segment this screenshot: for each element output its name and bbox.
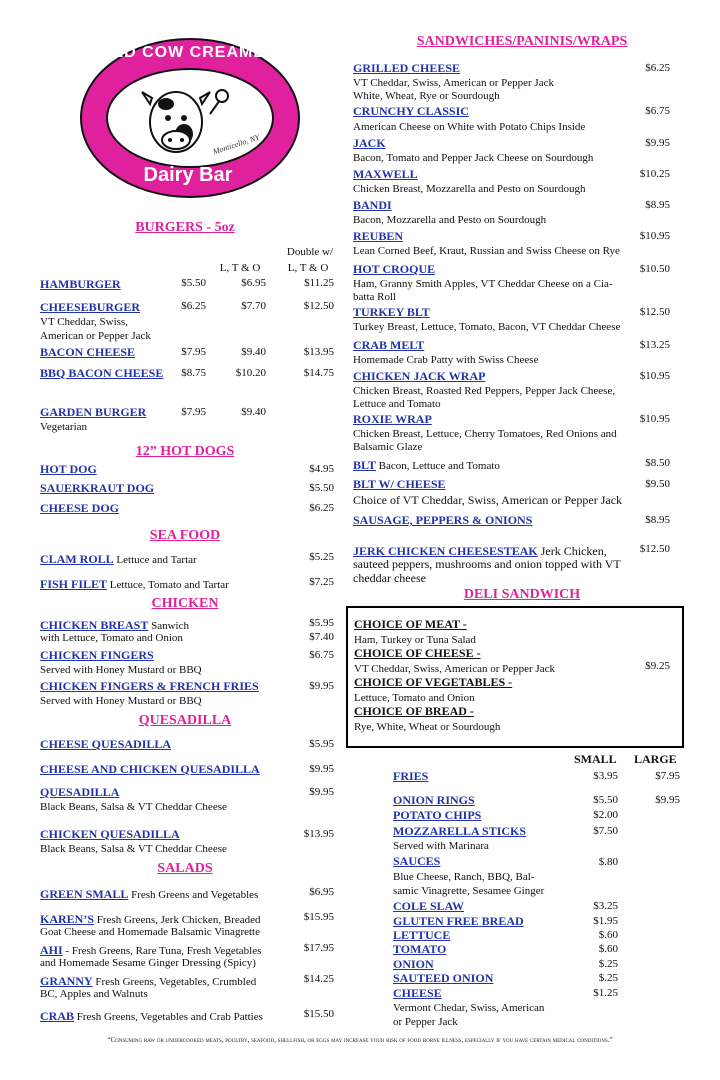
menu-item-name[interactable]: CHEESE QUESADILLA: [40, 737, 172, 751]
price: $10.95: [639, 413, 670, 425]
price: $15.95: [303, 911, 334, 923]
price: $7.50: [593, 825, 618, 837]
price: $10.95: [639, 370, 670, 382]
menu-item-desc: Jerk Chicken,: [537, 544, 607, 558]
menu-item-name[interactable]: AHI: [40, 943, 63, 957]
menu-item-desc: Fresh Greens, Jerk Chicken, Breaded: [94, 914, 261, 926]
menu-item-desc: Fresh Greens and Vegetables: [128, 889, 259, 901]
logo-inner: [106, 68, 274, 168]
menu-item-desc: VT Cheddar, Swiss, American or Pepper Jack: [353, 77, 554, 89]
deli-meat: Ham, Turkey or Tuna Salad: [354, 634, 476, 646]
price: $5.50: [309, 482, 334, 494]
menu-item[interactable]: [40, 885, 258, 903]
price: $10.20: [235, 367, 266, 379]
menu-item-name[interactable]: FRIES: [393, 769, 429, 783]
menu-item-name[interactable]: BACON CHEESE: [40, 345, 136, 359]
menu-item-name[interactable]: GARDEN BURGER: [40, 405, 147, 419]
menu-item-desc: Chicken Breast, Mozzarella and Pesto on Sourdough: [353, 183, 586, 195]
menu-item-desc: Lean Corned Beef, Kraut, Russian and Swiss Cheese on Rye: [353, 245, 620, 257]
deli-bread: Rye, White, Wheat or Sourdough: [354, 721, 501, 733]
sides-col-large: LARGE: [634, 752, 677, 766]
menu-item-desc: Goat Cheese and Homemade Balsamic Vinagrette: [40, 926, 260, 938]
menu-item-desc: BC, Apples and Walnuts: [40, 988, 148, 1000]
menu-item-name[interactable]: HOT CROQUE: [353, 262, 436, 276]
menu-item-name[interactable]: CHEESE AND CHICKEN QUESADILLA: [40, 762, 260, 776]
menu-item-name[interactable]: CHICKEN FINGERS: [40, 648, 154, 662]
deli-cheese: VT Cheddar, Swiss, American or Pepper Jack: [354, 663, 555, 675]
price: $7.40: [309, 631, 334, 643]
menu-item[interactable]: [353, 456, 500, 474]
menu-item-name[interactable]: JACK: [353, 136, 386, 150]
menu-item-desc: Chicken Breast, Roasted Red Peppers, Pepper Jack Cheese,: [353, 385, 616, 397]
chicken-title: CHICKEN: [151, 596, 219, 611]
menu-item-desc: or Pepper Jack: [393, 1016, 458, 1028]
menu-item-desc: Black Beans, Salsa & VT Cheddar Cheese: [40, 801, 227, 813]
price: $6.75: [309, 649, 334, 661]
logo-top-text: COLD COW CREAMERY: [87, 44, 289, 61]
burgers-title: BURGERS - 5oz: [135, 220, 235, 235]
price: $15.50: [303, 1008, 334, 1020]
price: $5.95: [309, 738, 334, 750]
price: $.25: [598, 972, 618, 984]
price: $9.50: [645, 478, 670, 490]
menu-item-desc: American or Pepper Jack: [40, 330, 151, 342]
menu-item-name[interactable]: FISH FILET: [40, 577, 108, 591]
deli-bread-head: CHOICE OF BREAD -: [354, 704, 474, 718]
menu-item-name[interactable]: JERK CHICKEN CHEESESTEAK: [353, 544, 538, 558]
menu-item-desc: Balsamic Glaze: [353, 441, 423, 453]
menu-item-desc: and Homemade Sesame Ginger Dressing (Spicy): [40, 957, 256, 969]
menu-item[interactable]: [40, 575, 229, 593]
menu-item-desc: Served with Honey Mustard or BBQ: [40, 664, 202, 676]
menu-item-desc: Bacon, Lettuce and Tomato: [375, 460, 500, 472]
cow-icon: [108, 70, 272, 166]
deli-title: DELI SANDWICH: [463, 587, 581, 602]
menu-item-name[interactable]: SAUERKRAUT DOG: [40, 481, 155, 495]
menu-item-desc: Sanwich: [148, 620, 189, 632]
menu-item-name[interactable]: HOT DOG: [40, 462, 97, 476]
menu-item-desc: - Fresh Greens, Rare Tuna, Fresh Vegetables: [62, 945, 262, 957]
deli-meat-head: CHOICE OF MEAT -: [354, 617, 467, 631]
menu-item-name[interactable]: LETTUCE: [393, 928, 451, 942]
menu-item-name[interactable]: CHICKEN BREAST: [40, 618, 149, 632]
price: $8.50: [645, 457, 670, 469]
menu-item-desc: Ham, Granny Smith Apples, VT Cheddar Cheese on a Cia-: [353, 278, 613, 290]
menu-item-name[interactable]: ROXIE WRAP: [353, 412, 432, 426]
menu-item-name[interactable]: ONION: [393, 957, 434, 971]
price: $9.40: [241, 406, 266, 418]
menu-item-desc: Served with Honey Mustard or BBQ: [40, 695, 202, 707]
footer-disclaimer: “Consuming raw or undercooked meats, poultry, seafood, shellfish, or eggs may increase your risk of food borne illness, especially if you have certain medical conditions.”: [107, 1036, 613, 1044]
menu-item-desc: Bacon, Mozzarella and Pesto on Sourdough: [353, 214, 547, 226]
menu-item-desc: Vegetarian: [40, 421, 88, 433]
salads-title: SALADS: [157, 861, 213, 876]
price: $10.25: [639, 168, 670, 180]
burgers-col-double-2: L, T & O: [287, 262, 329, 274]
deli-veg-head: CHOICE OF VEGETABLES -: [354, 675, 513, 689]
logo-signature: Monticello, NY: [211, 132, 261, 157]
price: $17.95: [303, 942, 334, 954]
price: $10.50: [639, 263, 670, 275]
price: $6.25: [181, 300, 206, 312]
menu-item-name[interactable]: SAUCES: [393, 854, 441, 868]
menu-item-name[interactable]: GLUTEN FREE BREAD: [393, 914, 524, 928]
price: $9.95: [655, 794, 680, 806]
menu-item-name[interactable]: HAMBURGER: [40, 277, 121, 291]
burgers-col-lto: L, T & O: [219, 262, 261, 274]
menu-item-name[interactable]: CHICKEN QUESADILLA: [40, 827, 180, 841]
menu-item-name[interactable]: CHEESE DOG: [40, 501, 120, 515]
menu-item-name[interactable]: ONION RINGS: [393, 793, 475, 807]
menu-item-desc: samic Vinagrette, Sesamee Ginger: [393, 885, 545, 897]
menu-item-desc: White, Wheat, Rye or Sourdough: [353, 90, 500, 102]
price: $9.95: [309, 786, 334, 798]
price: $.60: [598, 943, 618, 955]
sandwiches-title: SANDWICHES/PANINIS/WRAPS: [416, 34, 628, 49]
price: $7.95: [655, 770, 680, 782]
menu-item-name[interactable]: QUESADILLA: [40, 785, 120, 799]
price: $6.25: [309, 502, 334, 514]
price: $12.50: [639, 306, 670, 318]
menu-item-name[interactable]: BLT: [353, 458, 376, 472]
menu-item[interactable]: [40, 1007, 263, 1025]
price: $2.00: [593, 809, 618, 821]
price: $.60: [598, 929, 618, 941]
menu-item-name[interactable]: POTATO CHIPS: [393, 808, 482, 822]
menu-item-name[interactable]: TOMATO: [393, 942, 447, 956]
menu-item-name[interactable]: CLAM ROLL: [40, 552, 114, 566]
price: $5.95: [309, 617, 334, 629]
price: $3.95: [593, 770, 618, 782]
price: $1.95: [593, 915, 618, 927]
price: $9.95: [645, 137, 670, 149]
menu-item-desc: Choice of VT Cheddar, Swiss, American or Pepper Jack: [353, 493, 623, 507]
menu-item-desc: batta Roll: [353, 291, 397, 303]
price: $9.40: [241, 346, 266, 358]
menu-item-name[interactable]: BANDI: [353, 198, 392, 212]
menu-item-name[interactable]: GRILLED CHEESE: [353, 61, 461, 75]
seafood-title: SEA FOOD: [149, 528, 221, 543]
price: $5.25: [309, 551, 334, 563]
deli-box: [346, 606, 684, 748]
burgers-col-double-1: Double w/: [286, 246, 334, 258]
price: $1.25: [593, 987, 618, 999]
menu-item-desc: Fresh Greens, Vegetables, Crumbled: [92, 976, 257, 988]
menu-item-name[interactable]: GRANNY: [40, 974, 93, 988]
menu-item-name[interactable]: CHICKEN FINGERS & FRENCH FRIES: [40, 679, 259, 693]
menu-item-name[interactable]: COLE SLAW: [393, 899, 465, 913]
price: $5.50: [181, 277, 206, 289]
menu-item-desc: Black Beans, Salsa & VT Cheddar Cheese: [40, 843, 227, 855]
menu-item-name[interactable]: BBQ BACON CHEESE: [40, 366, 164, 380]
logo-bottom-text: Dairy Bar: [143, 164, 233, 186]
menu-item-name[interactable]: CHEESE: [393, 986, 442, 1000]
price: $12.50: [639, 543, 670, 555]
menu-item-desc: with Lettuce, Tomato and Onion: [40, 632, 183, 644]
price: $3.25: [593, 900, 618, 912]
menu-item-desc: Bacon, Tomato and Pepper Jack Cheese on Sourdough: [353, 152, 594, 164]
price: $14.75: [303, 367, 334, 379]
menu-item-desc: Chicken Breast, Lettuce, Cherry Tomatoes, Red Onions and: [353, 428, 617, 440]
price: $11.25: [304, 277, 334, 289]
price: $14.25: [303, 973, 334, 985]
menu-item-desc: Vermont Chedar, Swiss, American: [393, 1002, 545, 1014]
hotdogs-title: 12” HOT DOGS: [135, 444, 235, 459]
price: $13.95: [303, 346, 334, 358]
deli-cheese-head: CHOICE OF CHEESE -: [354, 646, 481, 660]
price: $6.75: [645, 105, 670, 117]
menu-item-desc: Lettuce and Tomato: [353, 398, 441, 410]
price: $7.95: [181, 346, 206, 358]
menu-item-name[interactable]: TURKEY BLT: [353, 305, 430, 319]
menu-item-desc: Lettuce and Tartar: [113, 554, 197, 566]
menu-item-name[interactable]: SAUSAGE, PEPPERS & ONIONS: [353, 513, 533, 527]
price: $6.95: [241, 277, 266, 289]
menu-item-name[interactable]: MOZZARELLA STICKS: [393, 824, 527, 838]
price: $.80: [598, 856, 618, 868]
menu-item-desc: cheddar cheese: [353, 571, 426, 585]
menu-item-name[interactable]: CRAB: [40, 1009, 75, 1023]
menu-item-name[interactable]: BLT W/ CHEESE: [353, 477, 446, 491]
menu-item-desc: Homemade Crab Patty with Swiss Cheese: [353, 354, 539, 366]
menu-item-name[interactable]: MAXWELL: [353, 167, 418, 181]
menu-item-desc: Fresh Greens, Vegetables and Crab Patties: [74, 1011, 263, 1023]
menu-item[interactable]: [40, 550, 197, 568]
menu-item-desc: Blue Cheese, Ranch, BBQ, Bal-: [393, 871, 535, 883]
price: $9.25: [645, 660, 670, 672]
price: $8.95: [645, 514, 670, 526]
menu-item-name[interactable]: CRAB MELT: [353, 338, 425, 352]
menu-item-name[interactable]: CHEESEBURGER: [40, 300, 141, 314]
price: $9.95: [309, 763, 334, 775]
menu-item-name[interactable]: CRUNCHY CLASSIC: [353, 104, 469, 118]
price: $7.70: [241, 300, 266, 312]
price: $6.25: [645, 62, 670, 74]
price: $4.95: [309, 463, 334, 475]
menu-item-desc: Served with Marinara: [393, 840, 489, 852]
deli-veg: Lettuce, Tomato and Onion: [354, 692, 475, 704]
menu-item-name[interactable]: CHICKEN JACK WRAP: [353, 369, 486, 383]
menu-item-desc: Lettuce, Tomato and Tartar: [107, 579, 229, 591]
price: $12.50: [303, 300, 334, 312]
menu-item-desc: sauteed peppers, mushrooms and onion topped with VT: [353, 557, 621, 571]
price: $6.95: [309, 886, 334, 898]
quesadilla-title: QUESADILLA: [138, 713, 232, 728]
price: $13.25: [639, 339, 670, 351]
price: $8.75: [181, 367, 206, 379]
price: $10.95: [639, 230, 670, 242]
sides-col-small: SMALL: [574, 752, 617, 766]
price: $.25: [598, 958, 618, 970]
menu-item-name[interactable]: REUBEN: [353, 229, 404, 243]
price: $9.95: [309, 680, 334, 692]
logo: [80, 38, 300, 198]
menu-item-desc: Turkey Breast, Lettuce, Tomato, Bacon, VT Cheddar Cheese: [353, 321, 621, 333]
price: $13.95: [303, 828, 334, 840]
price: $5.50: [593, 794, 618, 806]
menu-item-desc: American Cheese on White with Potato Chips Inside: [353, 121, 586, 133]
price: $7.25: [309, 576, 334, 588]
menu-item-name[interactable]: KAREN’S: [40, 912, 95, 926]
menu-item-desc: VT Cheddar, Swiss,: [40, 316, 128, 328]
menu-item-name[interactable]: GREEN SMALL: [40, 887, 129, 901]
menu-item-name[interactable]: SAUTEED ONION: [393, 971, 494, 985]
price: $7.95: [181, 406, 206, 418]
price: $8.95: [645, 199, 670, 211]
